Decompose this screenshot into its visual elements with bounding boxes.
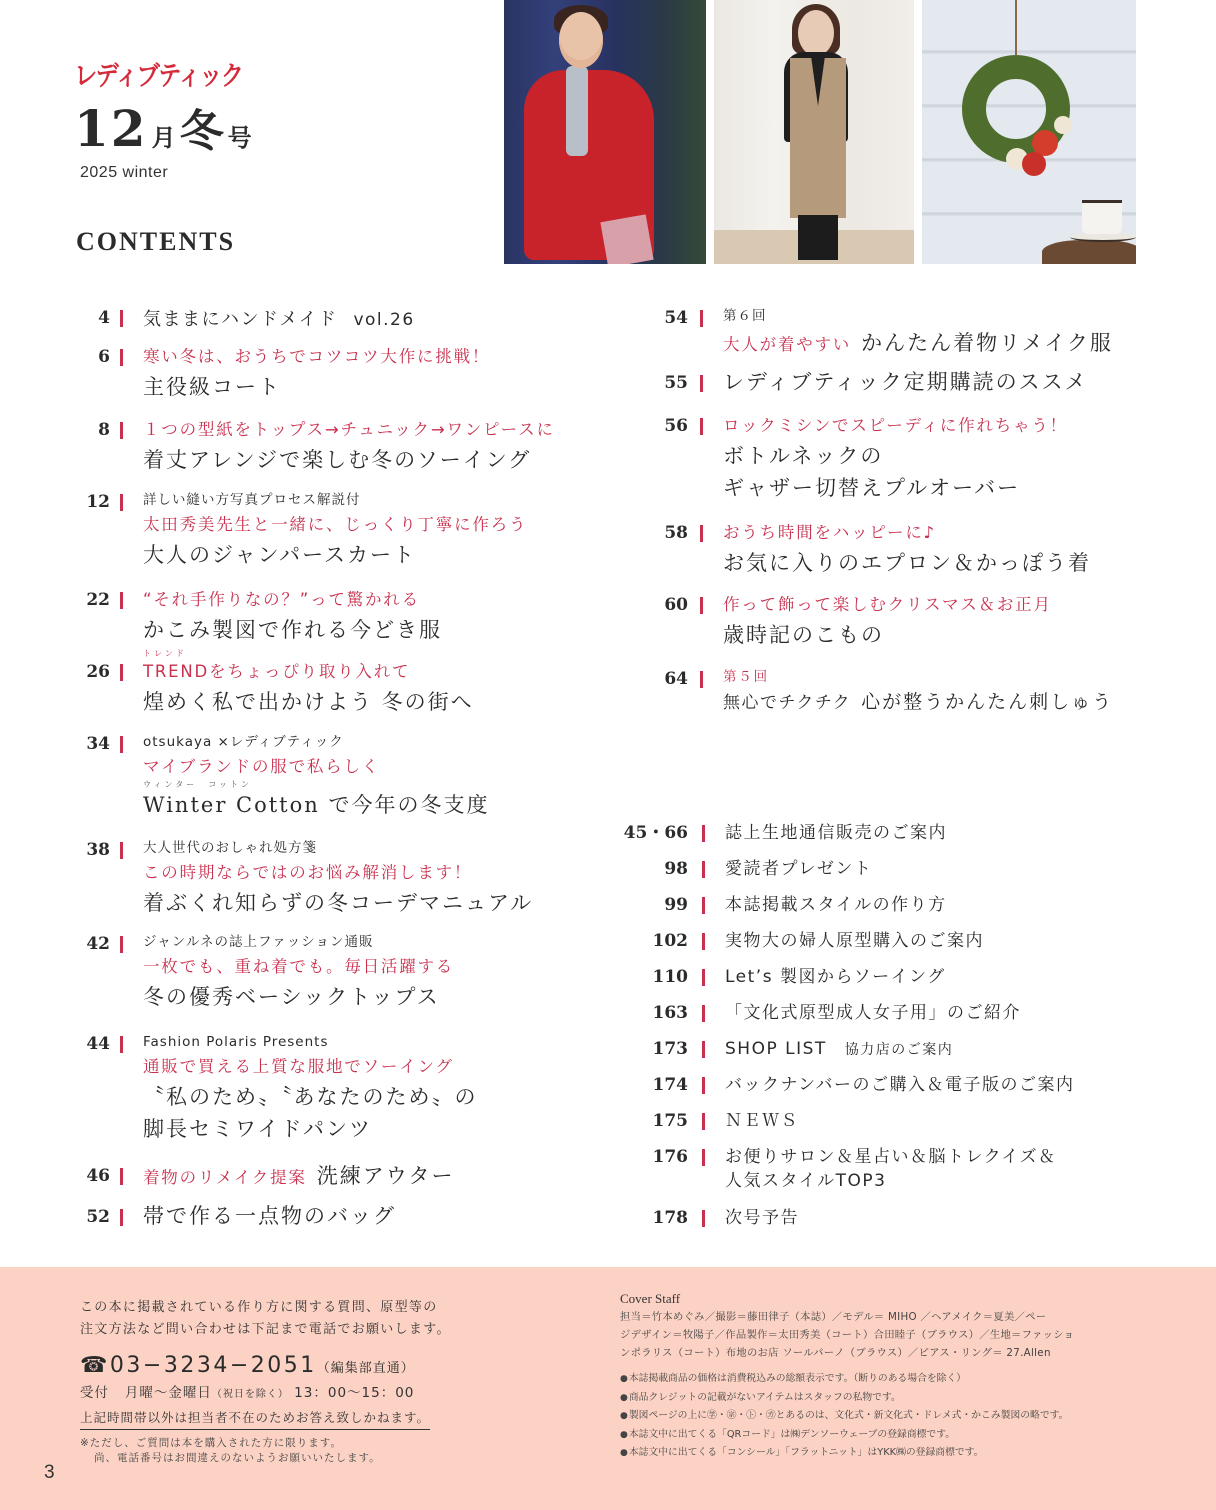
toc-entry[interactable] — [80, 307, 415, 333]
divider-bar — [702, 1005, 705, 1022]
divider-bar — [120, 1209, 123, 1226]
divider-bar — [700, 418, 703, 435]
entry-suffix: 協力店のご案内 — [844, 1042, 954, 1058]
table-shape — [1042, 240, 1136, 264]
reception-hours: 受付 月曜～金曜日（祝日を除く） 13：00～15：00 — [80, 1385, 415, 1401]
toc-entry[interactable] — [80, 589, 442, 646]
page-number: 55 — [664, 373, 688, 393]
inquiry-note: ※ただし、ご質問は本を購入された方に限ります。 尚、電話番号はお間違えのないようお願いいたします。 — [80, 1437, 381, 1464]
entry-title: かんたん着物リメイク服 — [861, 331, 1113, 355]
page-number: 176 — [652, 1147, 688, 1167]
entry-series-label: 第５回 — [723, 669, 769, 685]
entry-title: SHOP LIST — [725, 1039, 827, 1059]
page-number: 173 — [652, 1039, 688, 1059]
toc-entry[interactable] — [80, 1165, 455, 1192]
divider-bar — [120, 842, 123, 859]
toc-entry[interactable] — [616, 1074, 1074, 1097]
issue-suffix: 号 — [227, 123, 252, 152]
toc-entry[interactable] — [646, 372, 1088, 398]
entry-subtitle: 通販で買える上質な服地でソーイング — [143, 1057, 454, 1076]
page-number: 26 — [86, 662, 110, 682]
toc-entry[interactable] — [80, 839, 533, 919]
entry-subtitle: TRENDをちょっぴり取り入れて — [143, 662, 411, 681]
page-number: 38 — [86, 840, 110, 860]
legal-notes — [620, 1370, 1140, 1463]
entry-title: 洗練アウター — [316, 1164, 455, 1188]
cover-staff-section — [620, 1290, 1140, 1463]
issue-month: 月 — [151, 123, 176, 152]
entry-title: 冬の優秀ベーシックトップス — [143, 985, 440, 1009]
toc-entry[interactable] — [646, 307, 1113, 359]
page-number: 60 — [664, 595, 688, 615]
entry-subtitle: 作って飾って楽しむクリスマス＆お正月 — [723, 595, 1052, 614]
entry-title: ボトルネックの — [723, 444, 884, 468]
toc-entry[interactable] — [646, 594, 1052, 651]
ruby-text: ウィンター コットン — [143, 780, 253, 789]
page-number: 64 — [664, 669, 688, 689]
boots-shape — [798, 215, 838, 260]
toc-entry[interactable] — [646, 415, 1068, 504]
toc-entry[interactable] — [80, 1206, 396, 1232]
page-number: 52 — [86, 1207, 110, 1227]
entry-title: 誌上生地通信販売のご案内 — [725, 823, 947, 843]
entry-kicker: 第６回 — [723, 308, 767, 324]
page-number: 98 — [664, 859, 688, 879]
shopping-bag-shape — [600, 214, 653, 264]
divider-bar — [120, 494, 123, 511]
toc-entry[interactable] — [616, 1110, 799, 1133]
toc-entry[interactable] — [80, 491, 527, 571]
info-footer — [0, 1267, 1216, 1510]
entry-title: 愛読者プレゼント — [725, 859, 873, 879]
entry-subtitle: １つの型紙をトップス→チュニック→ワンピースに — [143, 420, 555, 439]
entry-title: 大人のジャンパースカート — [143, 543, 417, 567]
page-number: 99 — [664, 895, 688, 915]
divider-bar — [120, 422, 123, 439]
entry-suffix: vol.26 — [353, 310, 415, 330]
page-number: 12 — [86, 492, 110, 512]
page-number: 34 — [86, 734, 110, 754]
page-number: 6 — [98, 347, 110, 367]
entry-title: 〝私のため〟〝あなたのため〟の — [143, 1085, 478, 1109]
entry-kicker: 無心でチクチク — [723, 693, 852, 713]
page-number: 102 — [652, 931, 688, 951]
toc-entry[interactable] — [616, 1002, 1021, 1025]
edition-label: 2025 winter — [80, 164, 169, 181]
divider-bar — [700, 525, 703, 542]
toc-entry[interactable] — [80, 733, 489, 821]
entry-title: レディブティック定期購読のススメ — [723, 370, 1088, 394]
entry-title: Let’s 製図からソーイング — [725, 967, 946, 987]
legal-note: ● 商品クレジットの記載がないアイテムはスタッフの私物です。 — [620, 1389, 1140, 1408]
divider-bar — [120, 1168, 123, 1185]
divider-bar — [120, 592, 123, 609]
entry-title: お気に入りのエプロン＆かっぽう着 — [723, 551, 1091, 575]
page-number: 175 — [652, 1111, 688, 1131]
divider-bar — [700, 375, 703, 392]
issue-number: 12 — [74, 99, 148, 158]
entry-title: 着丈アレンジで楽しむ冬のソーイング — [143, 448, 532, 472]
cover-staff-title: Cover Staff — [620, 1291, 681, 1306]
photo-jumper-dress[interactable] — [714, 0, 914, 264]
entry-title: 帯で作る一点物のバッグ — [143, 1204, 396, 1228]
toc-entry[interactable] — [80, 419, 555, 476]
entry-kicker: otsukaya ×レディブティック — [143, 734, 344, 750]
legal-note: ● 本誌文中に出てくる「QRコード」は㈱デンソーウェーブの登録商標です。 — [620, 1426, 1140, 1445]
divider-bar — [120, 310, 123, 327]
divider-bar — [702, 1041, 705, 1058]
toc-entry[interactable] — [646, 668, 1113, 716]
cover-staff-credits: 担当＝竹本めぐみ／撮影＝藤田律子（本誌）／モデル＝ MIHO ／ヘアメイク＝夏美／ペー ジデザイン＝牧陽子／作品製作＝太田秀美（コート）合田睦子（ブラウス）／生地＝ファッショ ンポラリス（コート）布地のお店 ソールパーノ（ブラウス）／ピアス・リング＝ 27.Allen — [620, 1311, 1075, 1359]
entry-title: 実物大の婦人原型購入のご案内 — [725, 931, 984, 951]
entry-title: バックナンバーのご購入＆電子版のご案内 — [725, 1075, 1075, 1095]
phone-icon: ☎ — [80, 1353, 110, 1378]
divider-bar — [702, 825, 705, 842]
divider-bar — [700, 310, 703, 327]
toc-entry[interactable] — [616, 858, 872, 881]
page-number: 174 — [652, 1075, 688, 1095]
entry-title: ＮＥＷＳ — [725, 1111, 799, 1131]
hours-warning: 上記時間帯以外は担当者不在のためお答え致しかねます。 — [80, 1408, 430, 1430]
entry-subtitle: 着物のリメイク提案 — [143, 1168, 307, 1187]
divider-bar — [700, 597, 703, 614]
phone-note: （編集部直通） — [316, 1361, 415, 1376]
page-number: 46 — [86, 1166, 110, 1186]
entry-title-line2: ギャザー切替えプルオーバー — [723, 476, 1021, 500]
toc-entry[interactable] — [616, 1207, 799, 1230]
entry-kicker: Fashion Polaris Presents — [143, 1034, 329, 1050]
entry-kicker: 大人世代のおしゃれ処方箋 — [143, 840, 317, 856]
page-number: 42 — [86, 934, 110, 954]
toc-entry[interactable] — [616, 966, 946, 989]
pompom-shape — [1054, 116, 1072, 134]
page-number: 56 — [664, 416, 688, 436]
divider-bar — [120, 664, 123, 681]
page-number: 22 — [86, 590, 110, 610]
page-number: 110 — [652, 967, 688, 987]
face-shape — [559, 12, 603, 68]
photo-red-coat[interactable] — [504, 0, 706, 264]
entry-title: 主役級コート — [143, 375, 281, 399]
toc-entry[interactable] — [616, 822, 947, 845]
entry-title: Winter Cotton で今年の冬支度 — [143, 793, 490, 817]
divider-bar — [702, 861, 705, 878]
entry-title: 着ぶくれ知らずの冬コーデマニュアル — [143, 891, 534, 915]
entry-subtitle: ロックミシンでスピーディに作れちゃう！ — [723, 416, 1068, 435]
divider-bar — [702, 1077, 705, 1094]
page-number: 8 — [98, 420, 110, 440]
cup-shape — [1082, 200, 1122, 234]
entry-title: 「文化式原型成人女子用」のご紹介 — [725, 1003, 1021, 1023]
divider-bar — [702, 933, 705, 950]
inquiry-intro: この本に掲載されている作り方に関する質問、原型等の 注文方法など問い合わせは下記まで電話でお願いします。 — [80, 1300, 451, 1337]
toc-entry[interactable] — [616, 1146, 1057, 1193]
page-folio: 3 — [44, 1462, 55, 1483]
toc-entry[interactable] — [616, 894, 947, 917]
page-number: 45・66 — [623, 823, 688, 843]
divider-bar — [120, 1036, 123, 1053]
contents-heading: CONTENTS — [76, 227, 236, 256]
issue-season: 冬 — [179, 106, 224, 157]
entry-subtitle: マイブランドの服で私らしく — [143, 757, 381, 776]
divider-bar — [120, 936, 123, 953]
pompom-shape — [1022, 152, 1046, 176]
toc-entry[interactable] — [80, 649, 474, 718]
entry-title: お便りサロン＆星占い＆脳トレクイズ＆ — [725, 1147, 1057, 1167]
divider-bar — [702, 1210, 705, 1227]
entry-title: 心が整うかんたん刺しゅう — [861, 691, 1114, 713]
entry-title: 次号予告 — [725, 1208, 799, 1228]
entry-title: 煌めく私で出かけよう 冬の街へ — [143, 690, 474, 714]
entry-subtitle: 一枚でも、重ね着でも。毎日活躍する — [143, 957, 455, 976]
divider-bar — [702, 969, 705, 986]
page-number: 44 — [86, 1034, 110, 1054]
entry-title: 歳時記のこもの — [723, 623, 884, 647]
ruby-text: トレンド — [143, 649, 187, 658]
entry-title: 本誌掲載スタイルの作り方 — [725, 895, 947, 915]
magazine-logo: レディブティック — [74, 61, 243, 92]
toc-entry[interactable] — [80, 1033, 478, 1145]
entry-kicker: ジャンルネの誌上ファッション通販 — [143, 934, 374, 950]
entry-kicker: 詳しい縫い方写真プロセス解説付 — [143, 492, 361, 508]
toc-entry[interactable] — [616, 1038, 953, 1062]
page-number: 58 — [664, 523, 688, 543]
page-number: 178 — [652, 1208, 688, 1228]
phone-number[interactable]: ☎03−3234−2051（編集部直通） — [80, 1353, 415, 1378]
entry-title: かこみ製図で作れる今どき服 — [143, 618, 442, 642]
divider-bar — [702, 1149, 705, 1166]
issue-title — [74, 99, 256, 158]
page-number: 4 — [98, 308, 110, 328]
page-number: 163 — [652, 1003, 688, 1023]
toc-entry[interactable] — [646, 522, 1091, 579]
entry-subtitle: “それ手作りなの？”って驚かれる — [143, 590, 420, 609]
scarf-shape — [566, 66, 588, 156]
entry-subtitle: 大人が着やすい — [723, 335, 852, 354]
toc-entry[interactable] — [80, 933, 454, 1013]
entry-title-line2: 人気スタイルTOP3 — [725, 1171, 887, 1191]
entry-subtitle: おうち時間をハッピーに♪ — [723, 523, 936, 542]
photo-wreath[interactable] — [922, 0, 1136, 264]
page-number: 54 — [664, 308, 688, 328]
toc-entry[interactable] — [616, 930, 984, 953]
legal-note: ● 本誌掲載商品の価格は消費税込みの総額表示です。（断りのある場合を除く） — [620, 1370, 1140, 1389]
legal-note: ● 本誌文中に出てくる「コンシール」「フラットニット」はYKK㈱の登録商標です。 — [620, 1444, 1140, 1463]
face-shape — [798, 10, 834, 56]
legal-note: ● 製図ページの上に㊫・㊪・㋣・㋕とあるのは、文化式・新文化式・ドレメ式・かこみ製図の略です。 — [620, 1407, 1140, 1426]
divider-bar — [120, 349, 123, 366]
divider-bar — [702, 897, 705, 914]
string-shape — [1015, 0, 1017, 56]
divider-bar — [120, 736, 123, 753]
entry-title-line2: 脚長セミワイドパンツ — [143, 1117, 372, 1141]
divider-bar — [702, 1113, 705, 1130]
inquiry-info — [80, 1297, 520, 1466]
entry-subtitle: 寒い冬は、おうちでコツコツ大作に挑戦！ — [143, 347, 491, 366]
divider-bar — [700, 671, 703, 688]
toc-entry[interactable] — [80, 346, 490, 403]
entry-subtitle: 太田秀美先生と一緒に、じっくり丁寧に作ろう — [143, 515, 528, 534]
entry-subtitle: この時期ならではのお悩み解消します！ — [143, 863, 473, 882]
entry-title: 気ままにハンドメイド — [143, 309, 338, 330]
